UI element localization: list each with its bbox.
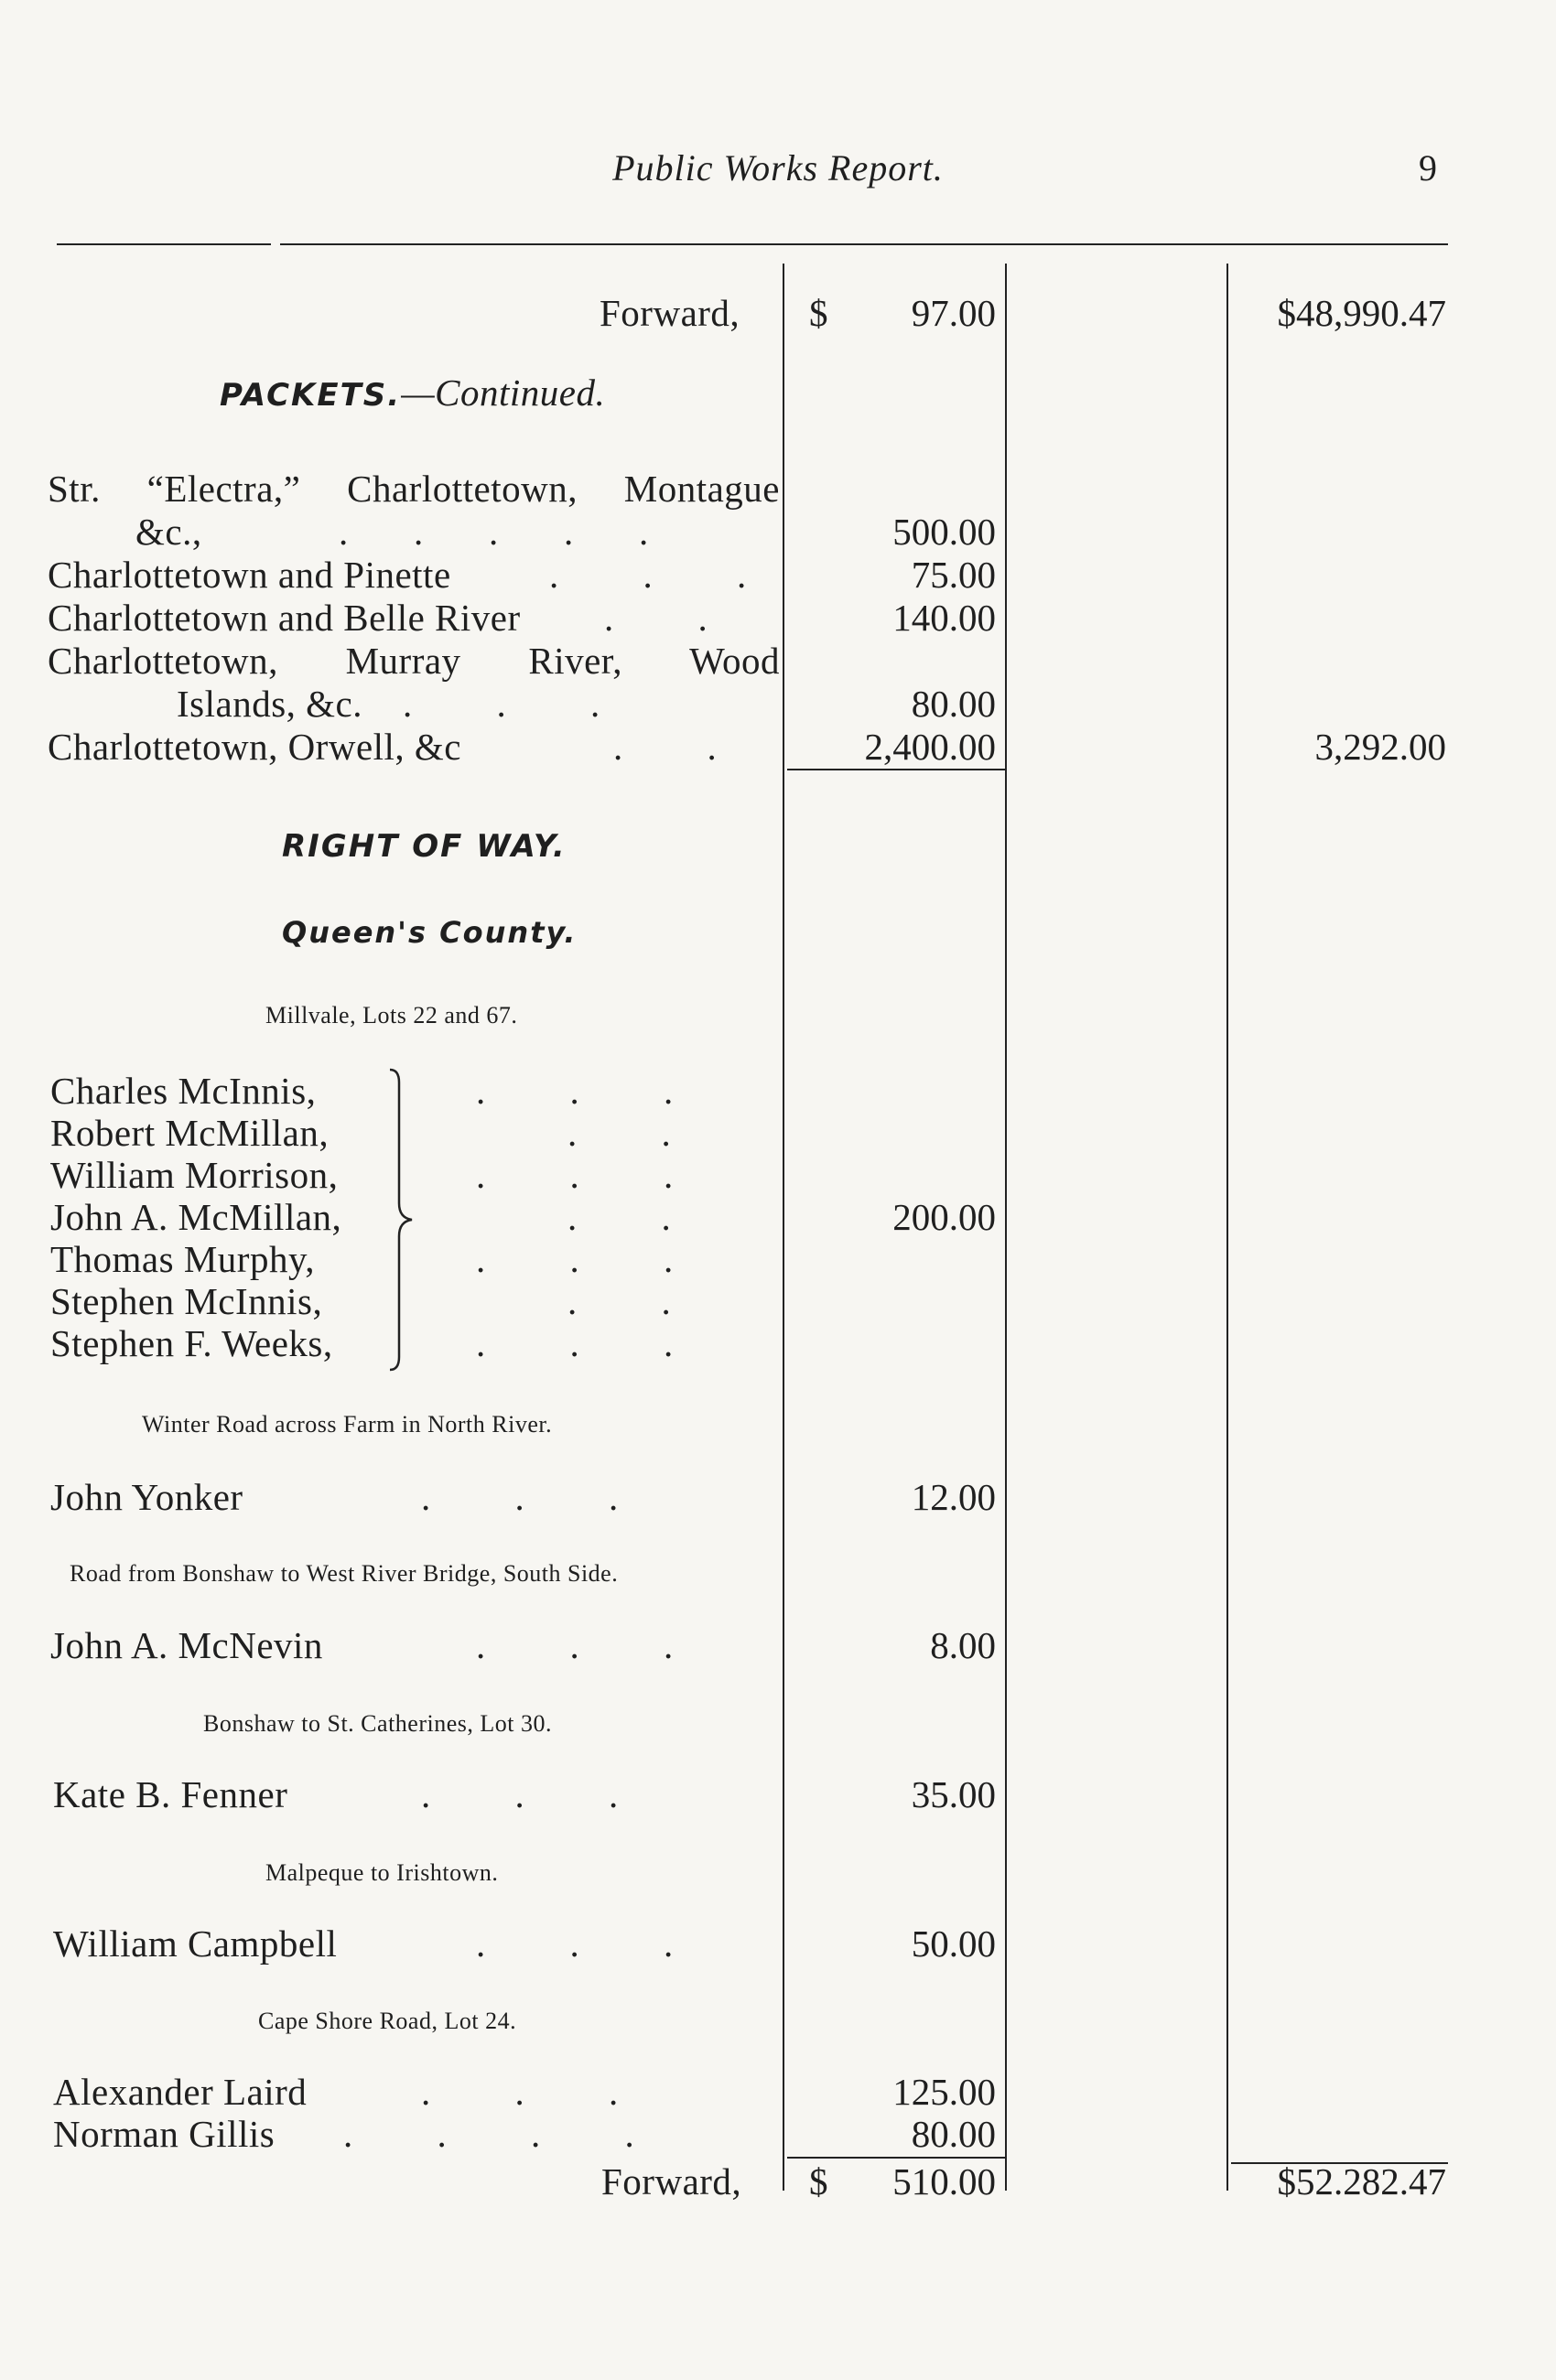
entry-3-name: Kate B. Fenner <box>53 1773 288 1815</box>
packet-row-2-dots: . . . <box>549 554 747 596</box>
bottom-sum-rule <box>787 2157 1005 2159</box>
entry-5-dots: . . . <box>421 2071 619 2113</box>
page-number: 9 <box>1419 147 1437 188</box>
packets-sum-rule <box>787 769 1005 770</box>
page-header-title: Public Works Report. <box>612 147 944 188</box>
column-line-3 <box>1226 264 1228 2191</box>
header-rule-right <box>280 243 1448 245</box>
entry-3-subtitle: Bonshaw to St. Catherines, Lot 30. <box>203 1710 552 1737</box>
millvale-amount: 200.00 <box>892 1196 996 1238</box>
dollar-sign-bottom: $ <box>809 2160 828 2202</box>
packet-row-1-line2: &c., <box>135 511 202 553</box>
packet-row-3-amount: 140.00 <box>892 597 996 639</box>
entry-1-subtitle: Winter Road across Farm in North River. <box>142 1411 553 1438</box>
packet-row-4-amount: 80.00 <box>911 683 996 725</box>
packets-total: 3,292.00 <box>1314 726 1446 768</box>
millvale-dots-5: . . . <box>476 1238 674 1280</box>
millvale-name-6: Stephen McInnis, <box>50 1280 323 1322</box>
entry-2-dots: . . . <box>476 1624 674 1666</box>
entry-1-amount: 12.00 <box>911 1476 996 1518</box>
millvale-dots-1: . . . <box>476 1070 674 1112</box>
entry-4-amount: 50.00 <box>911 1922 996 1965</box>
millvale-dots-6: . . <box>567 1280 671 1322</box>
entry-5-name: Alexander Laird <box>53 2071 308 2113</box>
forward-label-top: Forward, <box>600 292 740 334</box>
entry-6-amount: 80.00 <box>911 2113 996 2155</box>
millvale-name-2: Robert McMillan, <box>50 1112 330 1154</box>
packet-row-5-label: Charlottetown, Orwell, &c <box>48 726 462 768</box>
millvale-name-1: Charles McInnis, <box>50 1070 317 1112</box>
dollar-sign-top: $ <box>809 292 828 334</box>
forward-amount-bottom: 510.00 <box>892 2160 996 2202</box>
packets-heading-title: PACKETS. <box>220 377 402 414</box>
packet-row-3-dots: . . <box>604 597 708 639</box>
packets-heading <box>220 371 605 415</box>
entry-4-dots: . . . <box>476 1922 674 1965</box>
millvale-name-7: Stephen F. Weeks, <box>50 1322 333 1364</box>
millvale-name-4: John A. McMillan, <box>50 1196 342 1238</box>
entry-6-dots: . . . . <box>343 2113 634 2155</box>
right-of-way-heading: RIGHT OF WAY. <box>282 828 567 865</box>
entry-2-amount: 8.00 <box>930 1624 996 1666</box>
entry-3-amount: 35.00 <box>911 1773 996 1815</box>
millvale-brace <box>384 1066 421 1373</box>
millvale-dots-4: . . <box>567 1196 671 1238</box>
millvale-subtitle: Millvale, Lots 22 and 67. <box>265 1002 518 1028</box>
packet-row-5-amount: 2,400.00 <box>864 726 996 768</box>
packet-row-1-amount: 500.00 <box>892 511 996 553</box>
entry-1-dots: . . . <box>421 1476 619 1518</box>
packet-row-4-dots: . . . <box>403 683 600 725</box>
millvale-dots-2: . . <box>567 1112 671 1154</box>
entry-6-name: Norman Gillis <box>53 2113 276 2155</box>
entry-2-subtitle: Road from Bonshaw to West River Bridge, South Side. <box>70 1560 619 1587</box>
millvale-dots-3: . . . <box>476 1154 674 1196</box>
packet-row-4-line1: Charlottetown, Murray River, Wood <box>48 640 780 682</box>
millvale-name-5: Thomas Murphy, <box>50 1238 316 1280</box>
entry-1-name: John Yonker <box>50 1476 243 1518</box>
packet-row-1-dots: . . . . . <box>339 511 649 553</box>
entry-2-name: John A. McNevin <box>50 1624 323 1666</box>
entry-5-amount: 125.00 <box>892 2071 996 2113</box>
millvale-dots-7: . . . <box>476 1322 674 1364</box>
forward-label-bottom: Forward, <box>601 2160 742 2202</box>
packet-row-2-amount: 75.00 <box>911 554 996 596</box>
forward-total-top: $48,990.47 <box>1277 292 1446 334</box>
column-line-1 <box>783 264 784 2191</box>
entry-4-subtitle: Malpeque to Irishtown. <box>265 1859 499 1886</box>
header-rule-left <box>57 243 271 245</box>
packet-row-1-line1: Str. “Electra,” Charlottetown, Montague <box>48 468 780 510</box>
millvale-name-3: William Morrison, <box>50 1154 339 1196</box>
forward-amount-top: 97.00 <box>911 292 996 334</box>
forward-total-bottom: $52.282.47 <box>1277 2160 1446 2202</box>
packet-row-4-line2: Islands, &c. <box>177 683 362 725</box>
entry-5-subtitle: Cape Shore Road, Lot 24. <box>258 2008 517 2034</box>
entry-4-name: William Campbell <box>53 1922 338 1965</box>
packet-row-3-label: Charlottetown and Belle River <box>48 597 521 639</box>
county-heading: Queen's County. <box>282 915 578 950</box>
column-line-2 <box>1005 264 1007 2191</box>
packet-row-2-label: Charlottetown and Pinette <box>48 554 451 596</box>
entry-3-dots: . . . <box>421 1773 619 1815</box>
packet-row-5-dots: . . <box>613 726 717 768</box>
packets-heading-suffix: —Continued. <box>401 372 606 414</box>
